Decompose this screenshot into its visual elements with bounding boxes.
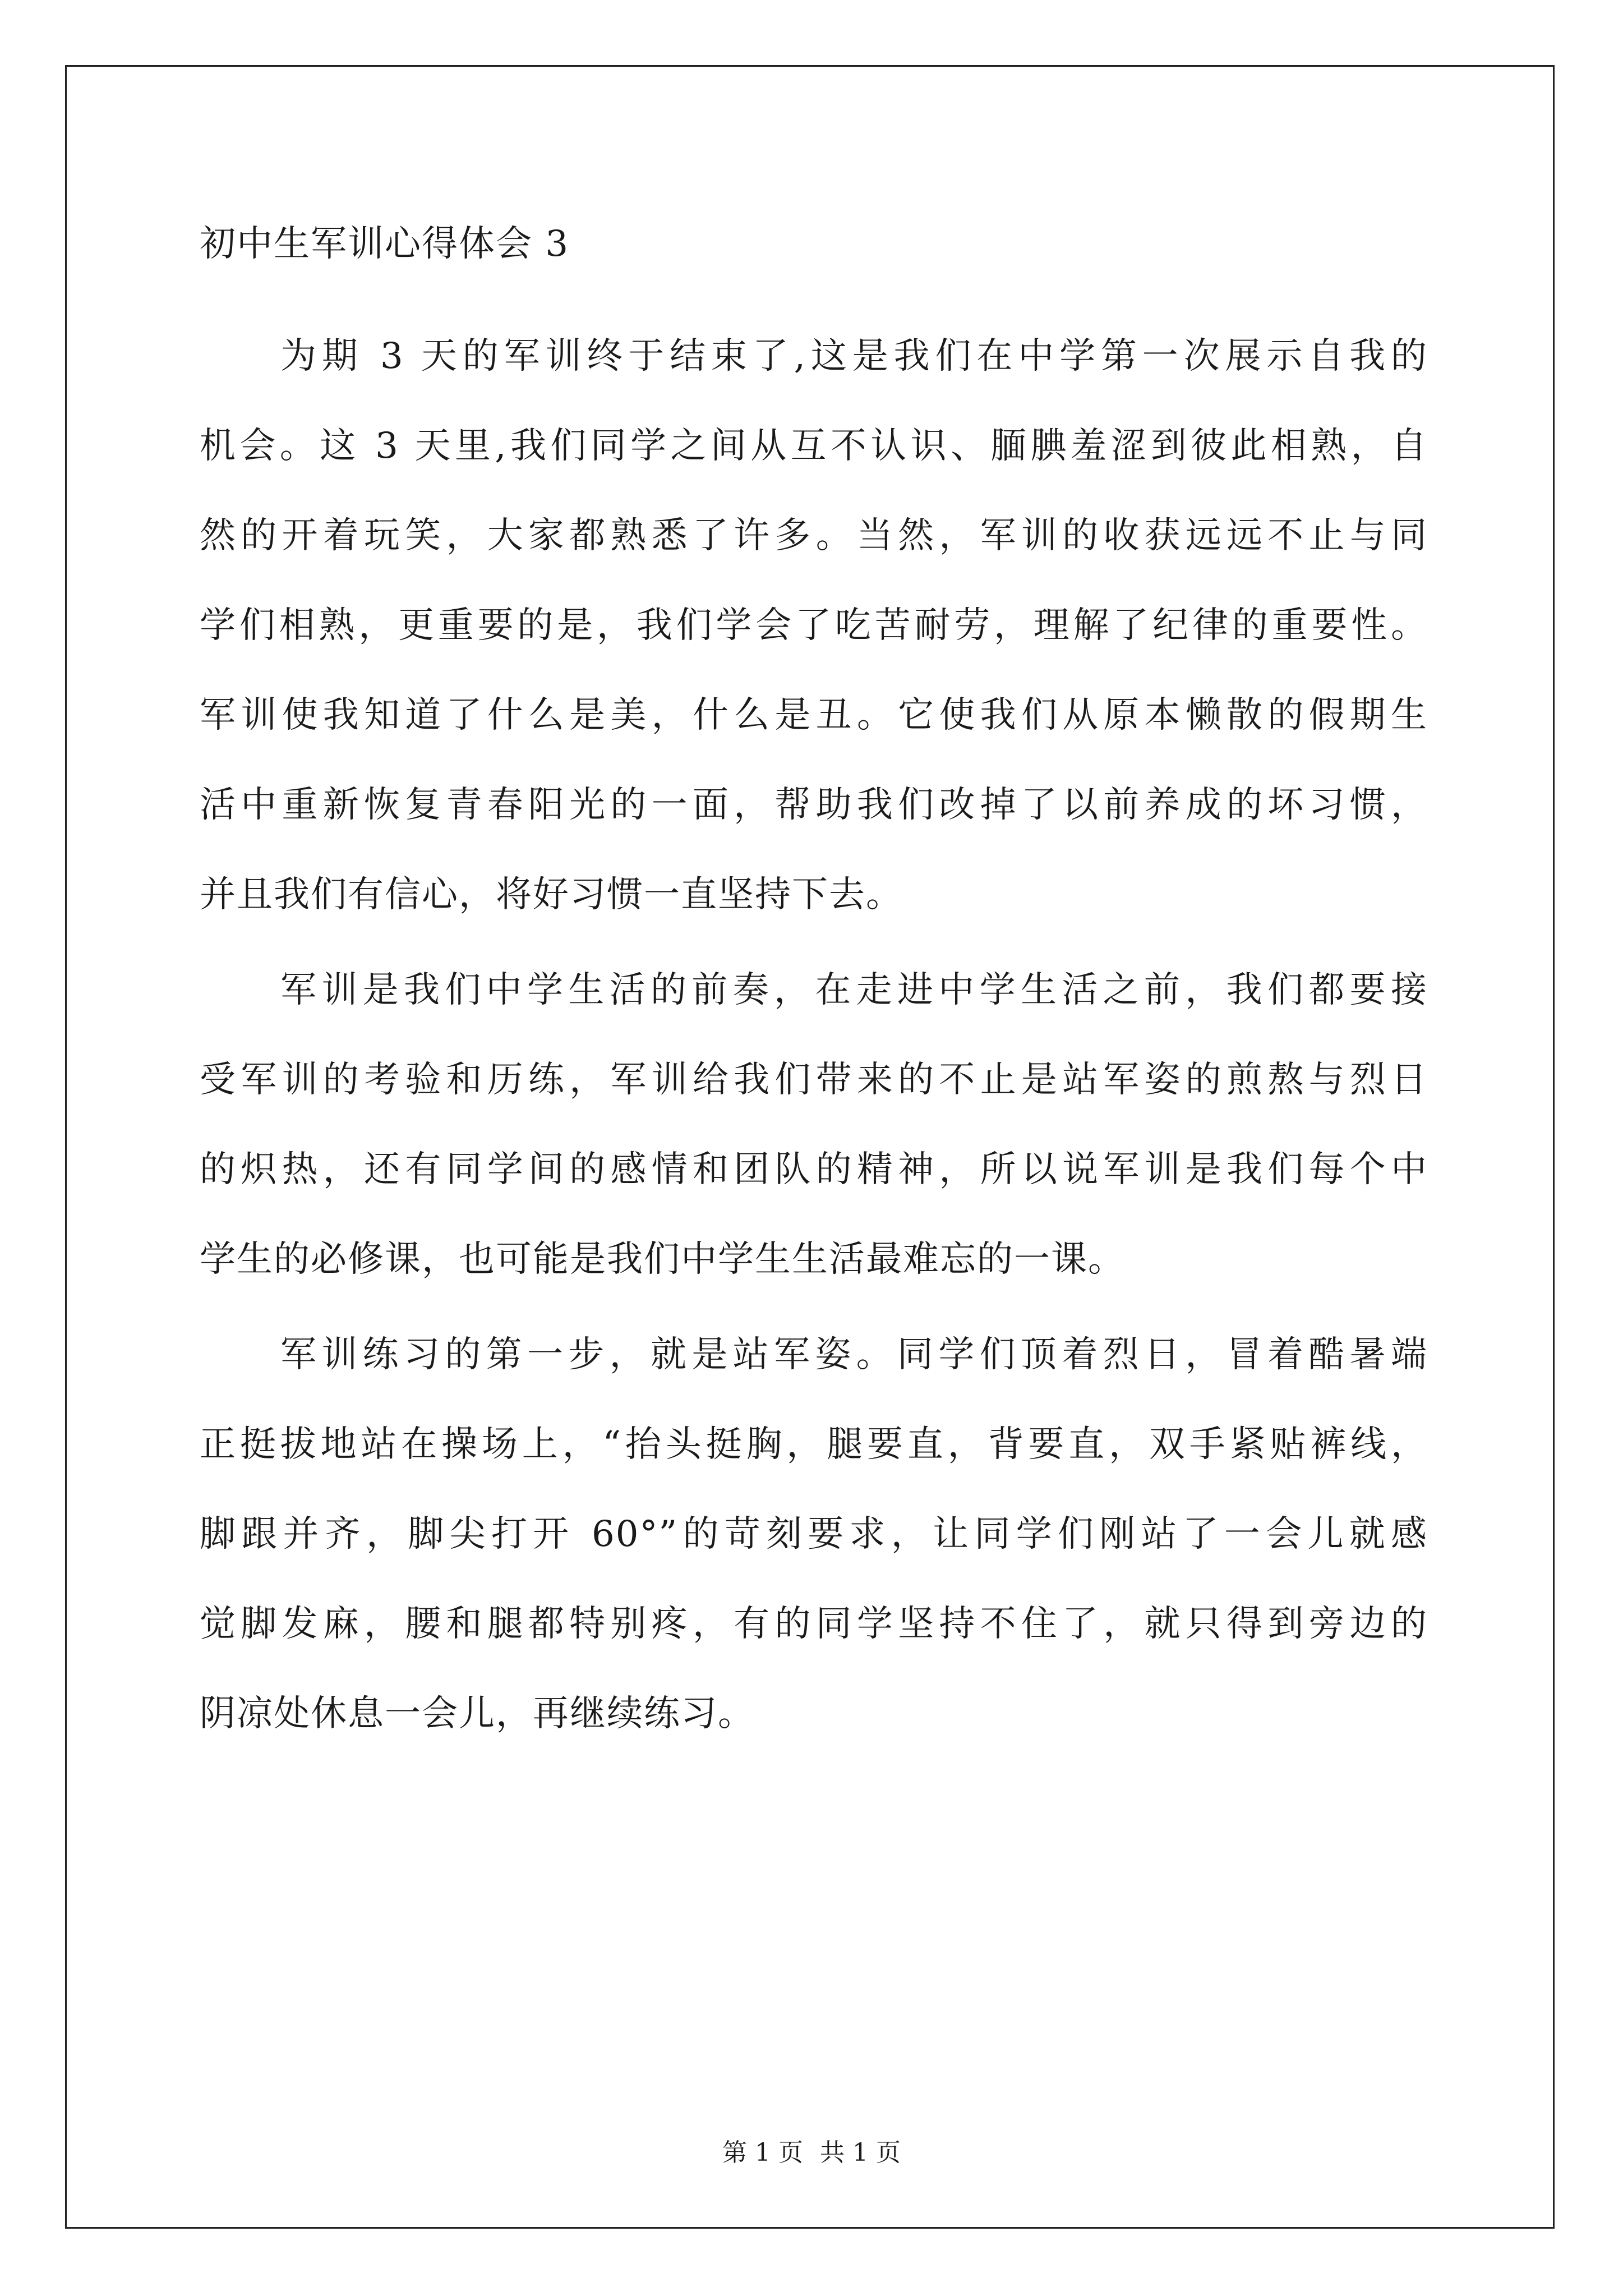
paragraph-1-line-4: 学们相熟，更重要的是，我们学会了吃苦耐劳，理解了纪律的重要性。 bbox=[200, 605, 1428, 646]
page-number: 第 1 页 bbox=[722, 2138, 803, 2167]
paragraph-1-line-1: 为期 3 天的军训终于结束了,这是我们在中学第一次展示自我的 bbox=[280, 335, 1428, 377]
paragraph-1-line-7: 并且我们有信心，将好习惯一直坚持下去。 bbox=[200, 874, 903, 915]
paragraph-2-line-2: 受军训的考验和历练，军训给我们带来的不止是站军姿的煎熬与烈日 bbox=[200, 1059, 1428, 1101]
document-title: 初中生军训心得体会 3 bbox=[200, 223, 570, 265]
paragraph-3-line-4: 觉脚发麻，腰和腿都特别疼，有的同学坚持不住了，就只得到旁边的 bbox=[200, 1603, 1428, 1645]
paragraph-1-line-3: 然的开着玩笑，大家都熟悉了许多。当然，军训的收获远远不止与同 bbox=[200, 515, 1428, 556]
paragraph-1-line-5: 军训使我知道了什么是美，什么是丑。它使我们从原本懒散的假期生 bbox=[200, 694, 1428, 736]
paragraph-2-line-4: 学生的必修课，也可能是我们中学生生活最难忘的一课。 bbox=[200, 1239, 1125, 1280]
paragraph-1-line-2: 机会。这 3 天里,我们同学之间从互不认识、腼腆羞涩到彼此相熟，自 bbox=[200, 425, 1428, 467]
paragraph-2-line-3: 的炽热，还有同学间的感情和团队的精神，所以说军训是我们每个中 bbox=[200, 1149, 1428, 1190]
paragraph-3-line-5: 阴凉处休息一会儿，再继续练习。 bbox=[200, 1693, 755, 1734]
paragraph-3-line-3: 脚跟并齐，脚尖打开 60°”的苛刻要求，让同学们刚站了一会儿就感 bbox=[200, 1513, 1428, 1555]
paragraph-3-line-1: 军训练习的第一步，就是站军姿。同学们顶着烈日，冒着酷暑端 bbox=[280, 1334, 1428, 1375]
page-total: 共 1 页 bbox=[820, 2138, 901, 2167]
paragraph-3-line-2: 正挺拔地站在操场上，“抬头挺胸，腿要直，背要直，双手紧贴裤线， bbox=[200, 1424, 1428, 1465]
paragraph-2-line-1: 军训是我们中学生活的前奏，在走进中学生活之前，我们都要接 bbox=[280, 969, 1428, 1011]
paragraph-1-line-6: 活中重新恢复青春阳光的一面，帮助我们改掉了以前养成的坏习惯， bbox=[200, 784, 1428, 826]
page-footer bbox=[0, 2137, 1623, 2169]
